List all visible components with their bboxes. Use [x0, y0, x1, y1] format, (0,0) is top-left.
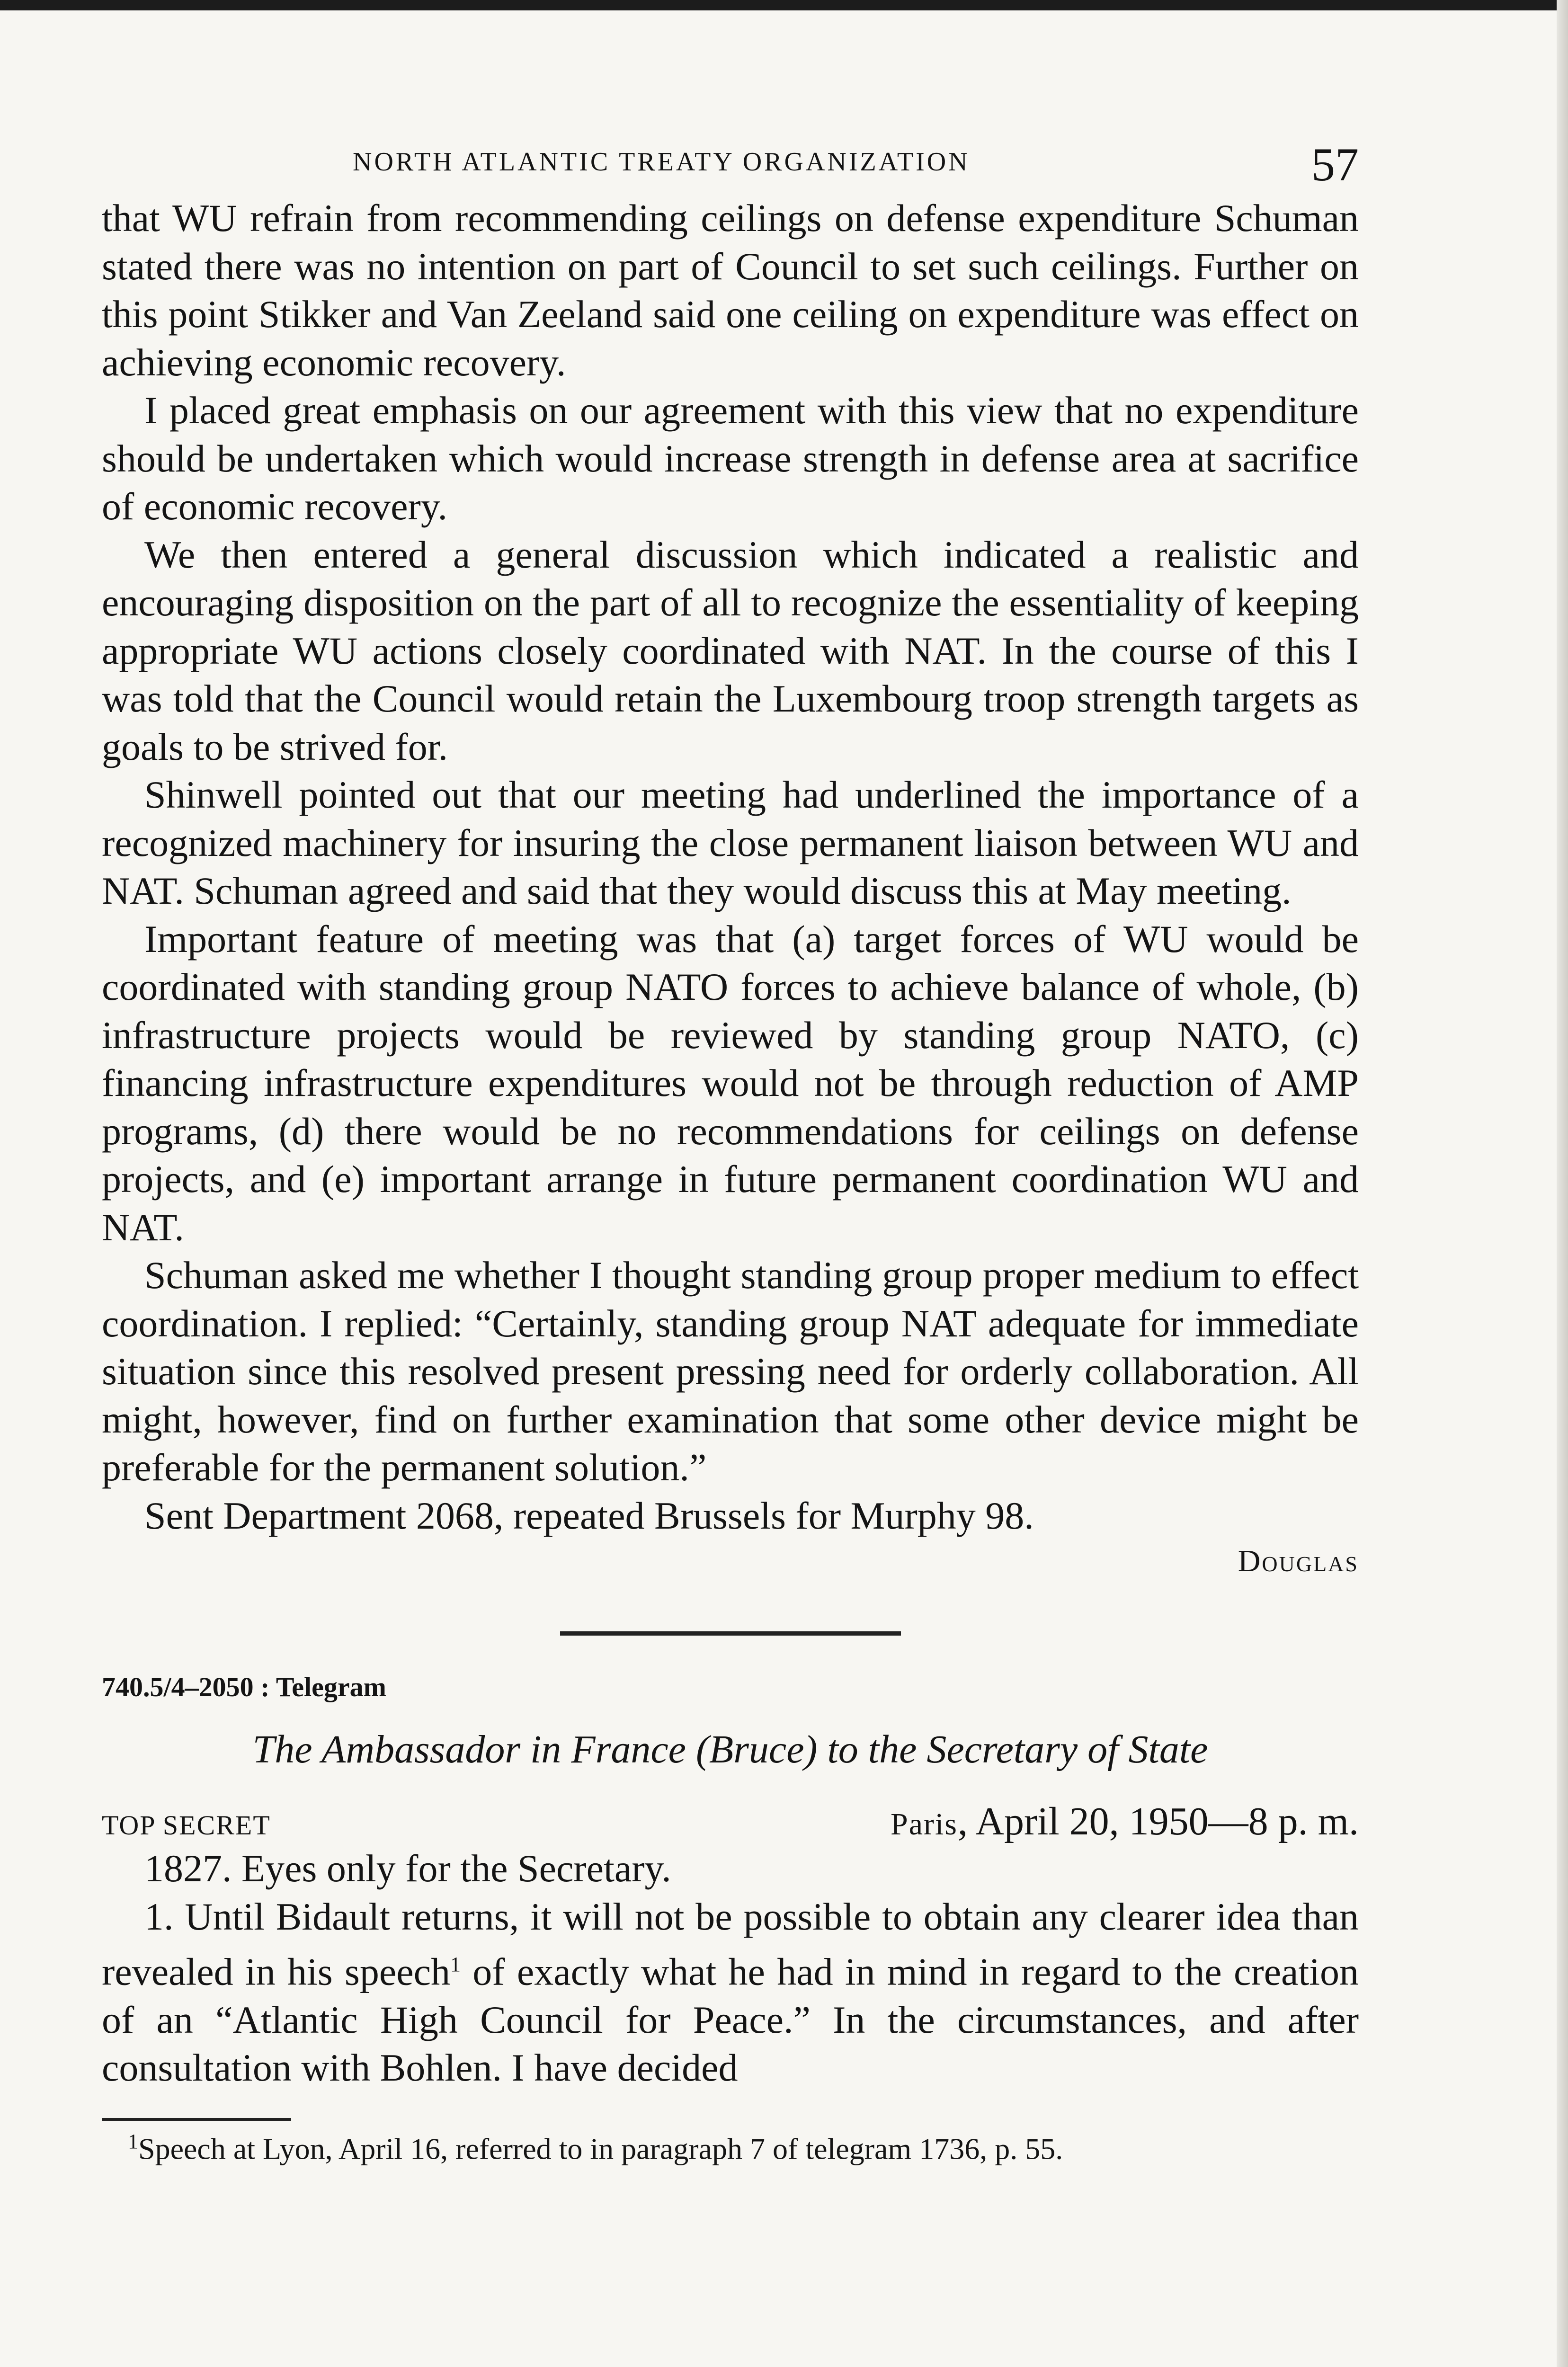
classification: TOP SECRET [102, 1810, 271, 1841]
paragraph: I placed great emphasis on our agreement with this view that no expenditure should be undertaken which would increase strength in defense area at sacrifice of economic recovery. [102, 389, 1359, 528]
file-reference: 740.5/4–2050 : Telegram [102, 1672, 386, 1702]
paragraph: that WU refrain from recommending ceilings on defense expenditure Schuman stated there was no intention on part of Council to set such ceilings. Further on this point Stikker and Van Zeeland said one ceiling on expenditure was effect on achieving economic recovery. [102, 196, 1359, 384]
paragraph: We then entered a general discussion which indicated a realistic and encouraging disposition on the part of all to recognize the essentiality of keeping appropriate WU actions closely coordinated with NAT. In the course of this I was told that the Council would retain the Luxembourg troop strength targets as goals to be strived for. [102, 533, 1359, 768]
running-title: NORTH ATLANTIC TREATY ORGANIZATION [353, 147, 970, 177]
page-number: 57 [1311, 138, 1359, 191]
paragraph-text: 1. Until Bidault returns, it will not be possible to obtain any clearer idea than revealed in his speech [102, 1895, 1359, 1993]
body-text [102, 194, 1359, 1539]
telegram-text [102, 1844, 1359, 2092]
classification-line [102, 1798, 1359, 1844]
footnote-mark: 1 [128, 2129, 138, 2153]
footnote-text: Speech at Lyon, April 16, referred to in paragraph 7 of telegram 1736, p. 55. [138, 2132, 1063, 2166]
paragraph: Schuman asked me whether I thought standing group proper medium to effect coordination. I replied: “Certainly, standing group NAT adequate for immediate situation since this resolved present pressing need for orderly collaboration. All might, however, find on further examination that some other device might be preferable for the permanent solution.” [102, 1254, 1359, 1489]
paragraph: Shinwell pointed out that our meeting had underlined the importance of a recognized machinery for insuring the close permanent liaison between WU and NAT. Schuman agreed and said that they would discuss this at May meeting. [102, 773, 1359, 912]
footnote [102, 2129, 1359, 2166]
section-divider [560, 1631, 901, 1636]
document-page [102, 137, 1359, 2166]
paragraph: Sent Department 2068, repeated Brussels for Murphy 98. [144, 1494, 1034, 1537]
footnote-rule [102, 2118, 291, 2121]
page-binding-edge [1557, 0, 1568, 2367]
paragraph-text: of exactly what he had in mind in regard to the creation of an “Atlantic High Council for Peace.” In the circumstances, and after consultation with Bohlen. I have decided [102, 1950, 1359, 2090]
running-head [102, 137, 1359, 194]
paragraph [102, 1893, 1359, 2092]
date: , April 20, 1950—8 p. m. [957, 1799, 1359, 1843]
dateline [891, 1798, 1359, 1844]
paragraph: 1827. Eyes only for the Secretary. [144, 1847, 671, 1890]
footnote-reference[interactable]: 1 [450, 1953, 461, 1976]
document-title: The Ambassador in France (Bruce) to the Secretary of State [252, 1727, 1208, 1771]
signature: Douglas [1238, 1544, 1359, 1578]
place: Paris [890, 1807, 958, 1842]
page-top-edge [0, 0, 1568, 10]
paragraph: Important feature of meeting was that (a) target forces of WU would be coordinated with standing group NATO forces to achieve balance of whole, (b) infrastructure projects would be reviewed by standing group NATO, (c) financing infrastructure expenditures would not be through reduction of AMP programs, (d) there would be no recommendations for ceilings on defense projects, and (e) important arrange in future permanent coordination WU and NAT. [102, 917, 1359, 1249]
